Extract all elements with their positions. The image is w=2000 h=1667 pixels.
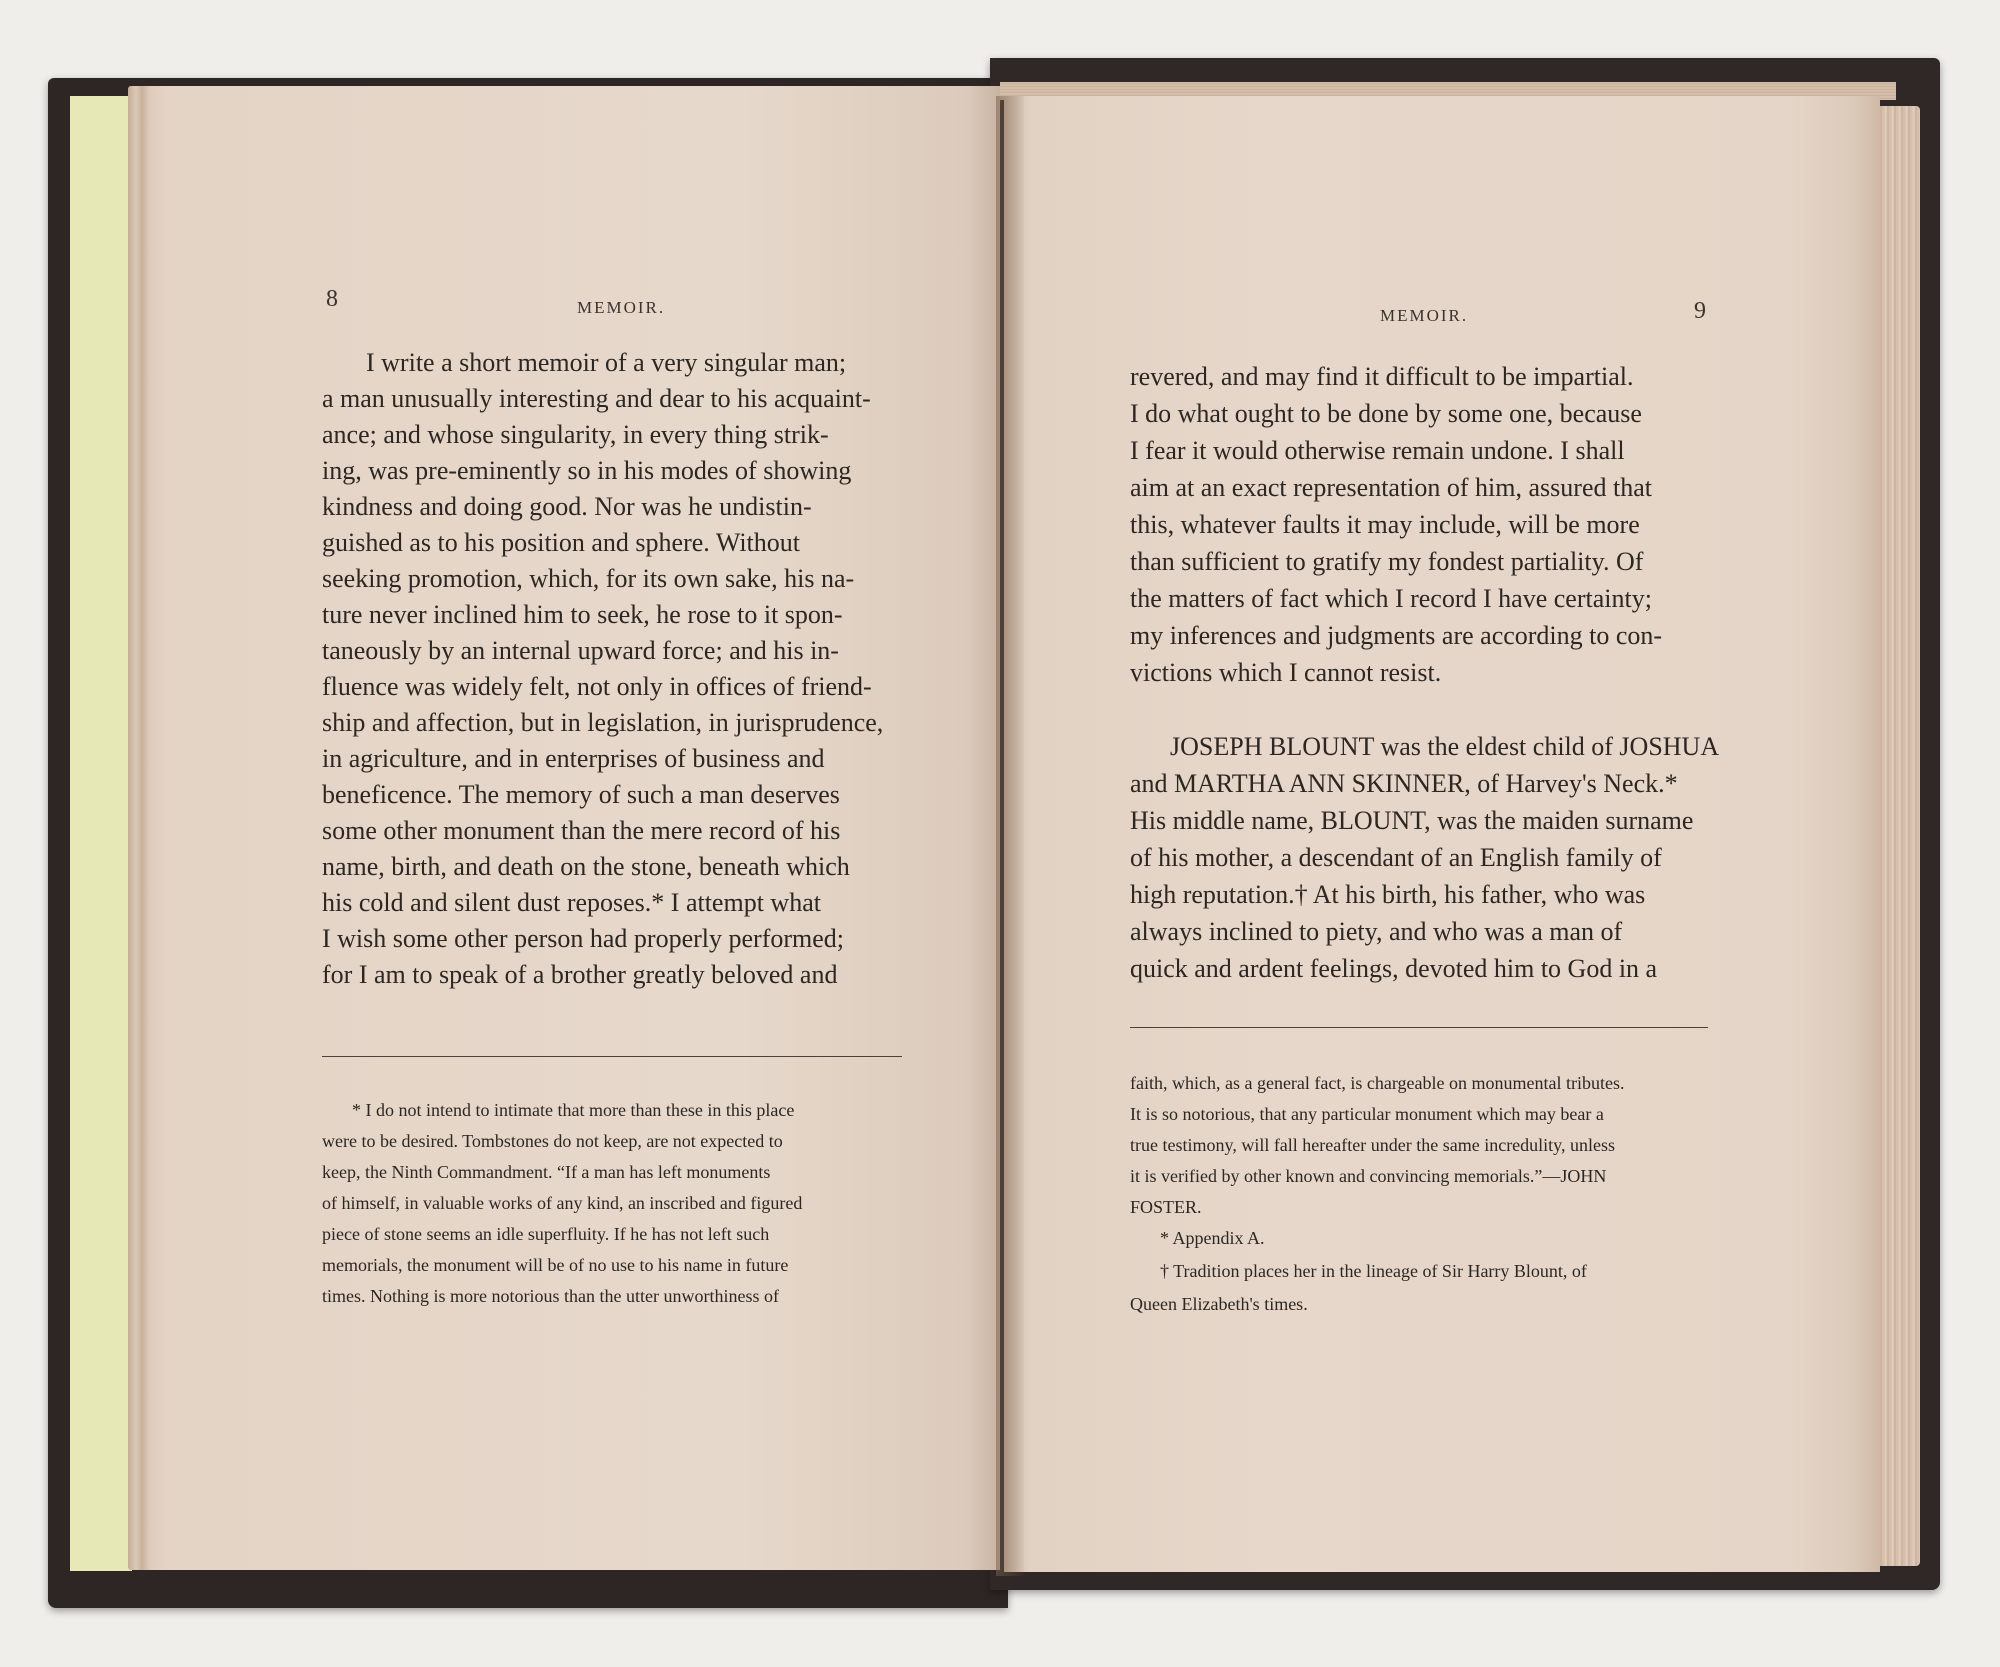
text-line: taneously by an internal upward force; and his in-: [322, 636, 839, 665]
page-edges-right: [1876, 106, 1920, 1566]
text-line: the matters of fact which I record I have certainty;: [1130, 584, 1652, 613]
text-line: ture never inclined him to seek, he rose to it spon-: [322, 600, 843, 629]
text-line: His middle name, BLOUNT, was the maiden surname: [1130, 806, 1694, 835]
footnote-rule-right: [1130, 1027, 1708, 1028]
text-line: ing, was pre-eminently so in his modes of showing: [322, 456, 852, 485]
text-line: quick and ardent feelings, devoted him to God in a: [1130, 954, 1658, 983]
text-line: some other monument than the mere record of his: [322, 816, 841, 845]
page-number-right: 9: [1694, 298, 1706, 324]
footnote-line: keep, the Ninth Commandment. “If a man has left monuments: [322, 1162, 771, 1182]
footnote-line: Queen Elizabeth's times.: [1130, 1294, 1308, 1314]
footnote-line: it is verified by other known and convincing memorials.”—JOHN: [1130, 1166, 1607, 1186]
text-line: in agriculture, and in enterprises of business and: [322, 744, 825, 773]
text-line: his cold and silent dust reposes.* I attempt what: [322, 888, 821, 917]
footnote-line: were to be desired. Tombstones do not keep, are not expected to: [322, 1131, 783, 1151]
text-line: a man unusually interesting and dear to his acquaint-: [322, 384, 871, 413]
text-line: I fear it would otherwise remain undone. I shall: [1130, 436, 1625, 465]
footnote-line: It is so notorious, that any particular monument which may bear a: [1130, 1104, 1604, 1124]
text-line: for I am to speak of a brother greatly beloved and: [322, 960, 838, 989]
text-line: of his mother, a descendant of an English family of: [1130, 843, 1662, 872]
endpaper: [70, 96, 132, 1571]
book-gutter: [996, 96, 1024, 1576]
footnote-line: memorials, the monument will be of no use to his name in future: [322, 1255, 789, 1275]
footnote-line: * I do not intend to intimate that more than these in this place: [352, 1100, 795, 1120]
page-number-left: 8: [326, 286, 338, 312]
text-line: revered, and may find it difficult to be impartial.: [1130, 362, 1634, 391]
text-line: I do what ought to be done by some one, because: [1130, 399, 1642, 428]
text-line: seeking promotion, which, for its own sake, his na-: [322, 564, 855, 593]
text-line: high reputation.† At his birth, his father, who was: [1130, 880, 1646, 909]
text-line: kindness and doing good. Nor was he undistin-: [322, 492, 812, 521]
footnote-line: faith, which, as a general fact, is chargeable on monumental tributes.: [1130, 1073, 1625, 1093]
footnote-line: piece of stone seems an idle superfluity. If he has not left such: [322, 1224, 770, 1244]
text-line: guished as to his position and sphere. Without: [322, 528, 800, 557]
text-line: I wish some other person had properly performed;: [322, 924, 845, 953]
footnote-line: true testimony, will fall hereafter under the same incredulity, unless: [1130, 1135, 1616, 1155]
text-line: this, whatever faults it may include, will be more: [1130, 510, 1640, 539]
running-head-left: MEMOIR.: [577, 298, 666, 317]
text-line: beneficence. The memory of such a man deserves: [322, 780, 840, 809]
text-line: I write a short memoir of a very singular man;: [366, 348, 847, 377]
footnote-line: † Tradition places her in the lineage of Sir Harry Blount, of: [1160, 1261, 1587, 1281]
text-line: fluence was widely felt, not only in offices of friend-: [322, 672, 872, 701]
footnote-line: FOSTER.: [1130, 1197, 1202, 1217]
footnote-line: times. Nothing is more notorious than the utter unworthiness of: [322, 1286, 779, 1306]
footnote-line: of himself, in valuable works of any kind, an inscribed and figured: [322, 1193, 803, 1213]
text-line: and MARTHA ANN SKINNER, of Harvey's Neck.*: [1130, 769, 1678, 798]
text-line: name, birth, and death on the stone, beneath which: [322, 852, 850, 881]
text-line: victions which I cannot resist.: [1130, 658, 1442, 687]
text-line: ance; and whose singularity, in every thing strik-: [322, 420, 829, 449]
footnote-line: * Appendix A.: [1160, 1228, 1265, 1248]
text-line: my inferences and judgments are according to con-: [1130, 621, 1663, 650]
text-line: than sufficient to gratify my fondest partiality. Of: [1130, 547, 1644, 576]
text-line: always inclined to piety, and who was a man of: [1130, 917, 1623, 946]
text-line: JOSEPH BLOUNT was the eldest child of JOSHUA: [1170, 732, 1720, 761]
running-head-right: MEMOIR.: [1380, 306, 1469, 325]
text-line: ship and affection, but in legislation, in jurisprudence,: [322, 708, 884, 737]
text-line: aim at an exact representation of him, assured that: [1130, 473, 1652, 502]
footnote-rule-left: [322, 1056, 902, 1057]
